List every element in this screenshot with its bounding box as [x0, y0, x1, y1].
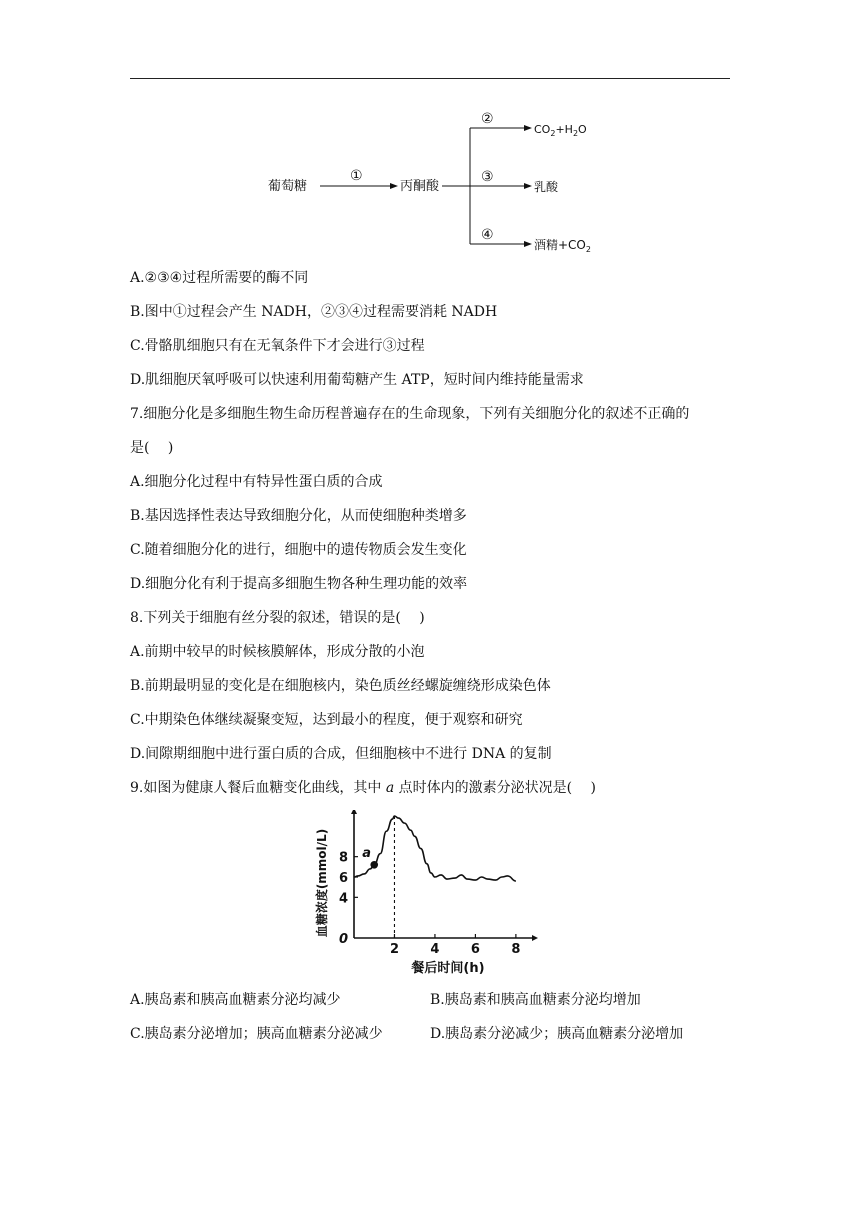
arrowhead-2	[524, 125, 532, 131]
q6-option-d: D.肌细胞厌氧呼吸可以快速利用葡萄糖产生 ATP，短时间内维持能量需求	[130, 372, 584, 388]
point-a	[370, 861, 378, 869]
q9-options-row-1	[130, 990, 730, 1010]
q7-option-b: B.基因选择性表达导致细胞分化，从而使细胞种类增多	[130, 508, 467, 524]
q9-stem-var: a	[385, 780, 395, 796]
point-a-label: a	[362, 845, 372, 861]
q8-stem: 8.下列关于细胞有丝分裂的叙述，错误的是( )	[130, 610, 425, 626]
q8-option-a: A.前期中较早的时候核膜解体，形成分散的小泡	[130, 644, 425, 660]
y-tick-label-6: 6	[338, 871, 348, 886]
arrowhead-3	[524, 183, 532, 189]
x-tick-label-4: 4	[430, 942, 440, 957]
x-axis-arrow	[532, 935, 538, 941]
q8-option-d: D.间隙期细胞中进行蛋白质的合成，但细胞核中不进行 DNA 的复制	[130, 746, 552, 762]
q7-option-c: C.随着细胞分化的进行，细胞中的遗传物质会发生变化	[130, 542, 467, 558]
y-tick-label-8: 8	[338, 850, 348, 866]
glucose-curve	[354, 816, 516, 881]
q8-option-b: B.前期最明显的变化是在细胞核内，染色质丝经螺旋缠绕形成染色体	[130, 678, 551, 694]
q9-option-a: A.胰岛素和胰高血糖素分泌均减少	[130, 992, 341, 1008]
product-co2-h2o: $CO_2+H_2O$	[534, 123, 587, 138]
q9-stem	[130, 778, 596, 798]
step-4-label: ④	[481, 227, 494, 243]
y-tick-label-4: 4	[338, 891, 348, 907]
q7-stem-line2: 是( )	[130, 440, 174, 456]
q6-option-c: C.骨骼肌细胞只有在无氧条件下才会进行③过程	[130, 338, 425, 354]
q9-option-c: C.胰岛素分泌增加；胰高血糖素分泌减少	[130, 1026, 383, 1042]
q9-stem-pre: 9.如图为健康人餐后血糖变化曲线，其中	[130, 780, 386, 796]
pyruvate-label: 丙酮酸	[400, 179, 440, 194]
q9-option-b: B.胰岛素和胰高血糖素分泌均增加	[430, 992, 641, 1008]
q8-option-c: C.中期染色体继续凝聚变短，达到最小的程度，便于观察和研究	[130, 712, 523, 728]
q9-options-row-2	[130, 1024, 730, 1044]
y-axis-label: 血糖浓度(mmol/L)	[315, 828, 329, 938]
x-tick-label-8: 8	[511, 942, 521, 957]
product-lactic-acid: 乳酸	[534, 180, 559, 194]
q6-option-a: A.②③④过程所需要的酶不同	[130, 270, 309, 286]
y-axis-arrow	[351, 810, 357, 814]
x-tick-label-2: 2	[389, 942, 399, 957]
step-3-label: ③	[481, 169, 494, 185]
q7-stem-line1: 7.细胞分化是多细胞生物生命历程普遍存在的生命现象，下列有关细胞分化的叙述不正确的	[130, 406, 690, 422]
q9-stem-post: 点时体内的激素分泌状况是( )	[394, 780, 596, 796]
blood-glucose-chart	[312, 810, 552, 980]
step-1-label: ①	[350, 168, 363, 184]
header-rule	[130, 78, 730, 79]
arrowhead-1	[390, 183, 398, 189]
glucose-label: 葡萄糖	[268, 179, 308, 194]
q7-option-a: A.细胞分化过程中有特异性蛋白质的合成	[130, 474, 383, 490]
q9-option-d: D.胰岛素分泌减少；胰高血糖素分泌增加	[430, 1026, 684, 1042]
arrowhead-4	[524, 241, 532, 247]
respiration-pathway-diagram	[262, 104, 602, 260]
origin-label: 0	[338, 932, 348, 947]
product-ethanol-co2: 酒精$+CO_2$	[534, 238, 591, 254]
x-axis-label: 餐后时间(h)	[411, 961, 485, 976]
step-2-label: ②	[481, 111, 494, 127]
q7-option-d: D.细胞分化有利于提高多细胞生物各种生理功能的效率	[130, 576, 468, 592]
x-tick-label-6: 6	[470, 942, 480, 957]
q6-option-b: B.图中①过程会产生 NADH，②③④过程需要消耗 NADH	[130, 304, 498, 320]
